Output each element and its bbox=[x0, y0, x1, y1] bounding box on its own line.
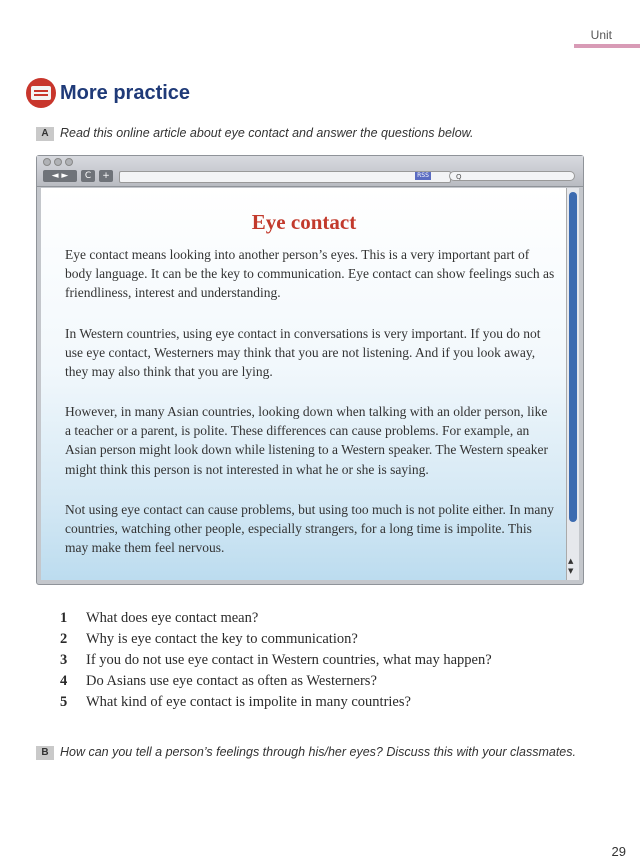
badge-a: A bbox=[36, 127, 54, 141]
rss-icon[interactable]: RSS bbox=[415, 172, 431, 180]
back-forward-button[interactable]: ◄ ► bbox=[43, 170, 77, 182]
article-paragraph: In Western countries, using eye contact in conversations is very important. If you do not use eye contact, Westerners may think that you are not listening. And if you look away, they may also think that you are lying. bbox=[65, 326, 541, 380]
question-item bbox=[60, 609, 580, 627]
badge-b: B bbox=[36, 746, 54, 760]
section-header bbox=[26, 78, 190, 108]
instruction-a bbox=[36, 126, 473, 141]
article-paragraph: However, in many Asian countries, looking down when talking with an older person, like a teacher or a parent, is polite. These differences can cause problems. For example, an Asian person might look down while listening to a Western speaker. The Western speaker might think this person is not interested in what he or she is saying. bbox=[65, 404, 548, 477]
question-item bbox=[60, 651, 580, 669]
scrollbar[interactable] bbox=[566, 188, 579, 580]
search-icon: Q bbox=[456, 173, 462, 181]
question-list bbox=[60, 609, 580, 714]
question-text: Do Asians use eye contact as often as Westerners? bbox=[86, 673, 377, 689]
browser-toolbar bbox=[37, 156, 583, 187]
question-number: 5 bbox=[60, 694, 68, 710]
question-text: If you do not use eye contact in Western countries, what may happen? bbox=[86, 652, 492, 668]
address-bar[interactable] bbox=[119, 171, 451, 183]
browser-window bbox=[36, 155, 584, 585]
instruction-b-text: How can you tell a person’s feelings through his/her eyes? Discuss this with your classmates. bbox=[60, 745, 576, 759]
minimize-window-icon[interactable] bbox=[54, 158, 62, 166]
question-number: 2 bbox=[60, 631, 68, 647]
question-text: What kind of eye contact is impolite in many countries? bbox=[86, 694, 411, 710]
question-item bbox=[60, 693, 580, 711]
scroll-arrows-icon[interactable]: ▲ ▼ bbox=[568, 557, 574, 575]
page-number: 29 bbox=[611, 844, 626, 859]
article-content bbox=[41, 188, 567, 580]
instruction-a-text: Read this online article about eye contact and answer the questions below. bbox=[60, 126, 474, 140]
question-number: 4 bbox=[60, 673, 68, 689]
window-controls bbox=[43, 158, 73, 166]
unit-label: Unit bbox=[590, 28, 612, 42]
question-item bbox=[60, 672, 580, 690]
article-paragraph: Not using eye contact can cause problems, but using too much is not polite either. In many countries, watching other people, especially strangers, for a long time is impolite. This may make them feel nervous. bbox=[65, 502, 554, 556]
question-text: Why is eye contact the key to communication? bbox=[86, 631, 358, 647]
question-number: 3 bbox=[60, 652, 68, 668]
search-input[interactable] bbox=[449, 171, 575, 181]
book-icon bbox=[26, 78, 56, 108]
maximize-window-icon[interactable] bbox=[65, 158, 73, 166]
instruction-b bbox=[36, 743, 576, 761]
reload-button[interactable]: C bbox=[81, 170, 95, 182]
question-number: 1 bbox=[60, 610, 68, 626]
section-title: More practice bbox=[60, 81, 191, 104]
article-title: Eye contact bbox=[251, 210, 357, 234]
question-item bbox=[60, 630, 580, 648]
unit-bar bbox=[574, 44, 640, 48]
question-text: What does eye contact mean? bbox=[86, 610, 259, 626]
add-tab-button[interactable]: + bbox=[99, 170, 113, 182]
scroll-thumb[interactable] bbox=[569, 192, 577, 522]
article-paragraph: Eye contact means looking into another person’s eyes. This is a very important part of body language. It can be the key to communication. Eye contact can show feelings such as friendliness, interest and understanding. bbox=[65, 247, 555, 301]
close-window-icon[interactable] bbox=[43, 158, 51, 166]
